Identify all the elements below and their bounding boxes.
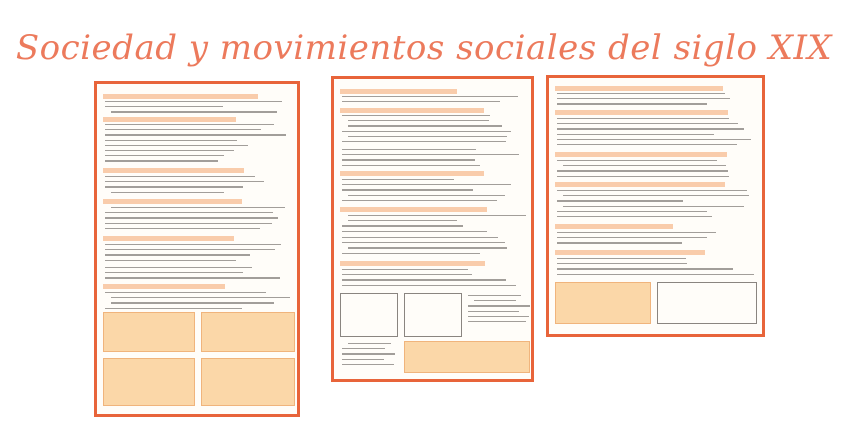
handwritten-text-line <box>105 223 272 224</box>
handwritten-text-line <box>342 115 490 116</box>
handwritten-text-line <box>557 268 733 269</box>
handwritten-text-line <box>557 139 751 140</box>
note-box <box>555 282 651 324</box>
handwritten-text-line <box>348 343 391 344</box>
handwritten-text-line <box>563 195 749 196</box>
section-heading-highlight <box>555 250 705 255</box>
handwritten-text-line <box>557 103 707 104</box>
handwritten-text-line <box>557 176 729 177</box>
handwritten-text-line <box>342 242 505 243</box>
handwritten-text-line <box>105 260 236 261</box>
handwritten-text-line <box>563 206 744 207</box>
handwritten-text-line <box>105 267 252 268</box>
handwritten-text-line <box>105 101 282 102</box>
handwritten-text-line <box>348 220 457 221</box>
handwritten-text-line <box>105 292 266 293</box>
handwritten-text-line <box>474 300 516 301</box>
handwritten-text-line <box>342 364 394 365</box>
section-heading-highlight <box>103 94 258 99</box>
handwritten-text-line <box>111 207 285 208</box>
section-heading-highlight <box>340 171 484 176</box>
note-box <box>103 312 195 352</box>
handwritten-text-line <box>342 96 518 97</box>
handwritten-text-line <box>342 253 480 254</box>
handwritten-text-line <box>348 136 507 137</box>
handwritten-text-line <box>563 165 726 166</box>
handwritten-text-line <box>105 212 273 213</box>
handwritten-text-line <box>557 134 714 135</box>
handwritten-text-line <box>105 140 237 141</box>
handwritten-text-line <box>348 247 507 248</box>
handwritten-text-line <box>105 272 243 273</box>
handwritten-text-line <box>342 131 511 132</box>
handwritten-text-line <box>468 316 529 317</box>
note-box <box>404 341 530 373</box>
section-heading-highlight <box>103 168 244 173</box>
handwritten-text-line <box>105 254 250 255</box>
section-heading-highlight <box>103 236 234 241</box>
handwritten-text-line <box>348 215 526 216</box>
handwritten-text-line <box>111 192 224 193</box>
handwritten-text-line <box>342 141 506 142</box>
handwritten-text-line <box>557 123 738 124</box>
handwritten-text-line <box>105 129 261 130</box>
summary-box <box>404 293 462 337</box>
handwritten-text-line <box>348 120 489 121</box>
handwritten-text-line <box>105 217 278 218</box>
handwritten-text-line <box>342 149 476 150</box>
section-heading-highlight <box>555 110 728 115</box>
notes-sheet-2 <box>331 76 534 382</box>
handwritten-text-line <box>105 308 242 309</box>
handwritten-text-line <box>342 184 511 185</box>
handwritten-text-line <box>105 134 286 135</box>
handwritten-text-line <box>557 216 712 217</box>
handwritten-text-line <box>105 150 234 151</box>
handwritten-text-line <box>342 353 395 354</box>
handwritten-text-line <box>342 154 519 155</box>
handwritten-text-line <box>557 211 707 212</box>
section-heading-highlight <box>555 86 723 91</box>
section-heading-highlight <box>103 199 242 204</box>
handwritten-text-line <box>105 228 260 229</box>
handwritten-text-line <box>557 128 744 129</box>
summary-box <box>340 293 398 337</box>
handwritten-text-line <box>342 237 498 238</box>
handwritten-text-line <box>105 277 280 278</box>
handwritten-text-line <box>342 231 487 232</box>
note-box <box>103 358 195 406</box>
notes-sheet-1 <box>94 81 300 417</box>
handwritten-text-line <box>557 263 687 264</box>
handwritten-text-line <box>557 258 686 259</box>
handwritten-text-line <box>557 190 747 191</box>
handwritten-text-line <box>468 321 526 322</box>
handwritten-text-line <box>557 242 682 243</box>
section-heading-highlight <box>103 117 236 122</box>
summary-box <box>657 282 757 324</box>
section-heading-highlight <box>103 284 225 289</box>
handwritten-text-line <box>342 159 475 160</box>
handwritten-text-line <box>557 200 683 201</box>
section-heading-highlight <box>340 89 457 94</box>
handwritten-text-line <box>557 144 737 145</box>
handwritten-text-line <box>468 311 519 312</box>
handwritten-text-line <box>105 155 224 156</box>
handwritten-text-line <box>342 279 506 280</box>
handwritten-text-line <box>342 165 480 166</box>
handwritten-text-line <box>557 170 728 171</box>
handwritten-text-line <box>111 302 274 303</box>
handwritten-text-line <box>557 93 725 94</box>
handwritten-text-line <box>557 98 730 99</box>
handwritten-text-line <box>111 297 290 298</box>
notes-sheet-3 <box>546 75 765 337</box>
handwritten-text-line <box>105 181 264 182</box>
handwritten-text-line <box>468 295 521 296</box>
handwritten-text-line <box>342 359 384 360</box>
handwritten-text-line <box>557 237 707 238</box>
handwritten-text-line <box>111 111 277 112</box>
handwritten-text-line <box>342 348 385 349</box>
handwritten-text-line <box>105 244 281 245</box>
handwritten-text-line <box>105 145 248 146</box>
note-box <box>201 312 295 352</box>
handwritten-text-line <box>105 160 218 161</box>
handwritten-text-line <box>348 125 502 126</box>
handwritten-text-line <box>557 232 716 233</box>
handwritten-text-line <box>342 274 472 275</box>
handwritten-text-line <box>557 118 729 119</box>
handwritten-text-line <box>342 189 473 190</box>
handwritten-text-line <box>342 179 454 180</box>
section-heading-highlight <box>555 224 673 229</box>
handwritten-text-line <box>557 160 717 161</box>
handwritten-text-line <box>342 285 516 286</box>
note-box <box>201 358 295 406</box>
section-heading-highlight <box>555 182 725 187</box>
handwritten-text-line <box>557 274 754 275</box>
section-heading-highlight <box>340 207 487 212</box>
handwritten-text-line <box>342 225 463 226</box>
handwritten-text-line <box>348 195 505 196</box>
handwritten-text-line <box>105 106 223 107</box>
section-heading-highlight <box>340 108 484 113</box>
page-title: Sociedad y movimientos sociales del siglo XIX <box>15 28 833 68</box>
handwritten-text-line <box>105 176 255 177</box>
section-heading-highlight <box>340 261 485 266</box>
handwritten-text-line <box>105 249 275 250</box>
handwritten-text-line <box>468 305 530 306</box>
handwritten-text-line <box>342 200 497 201</box>
handwritten-text-line <box>105 124 274 125</box>
section-heading-highlight <box>555 152 727 157</box>
handwritten-text-line <box>342 269 468 270</box>
handwritten-text-line <box>105 186 243 187</box>
handwritten-text-line <box>342 101 500 102</box>
